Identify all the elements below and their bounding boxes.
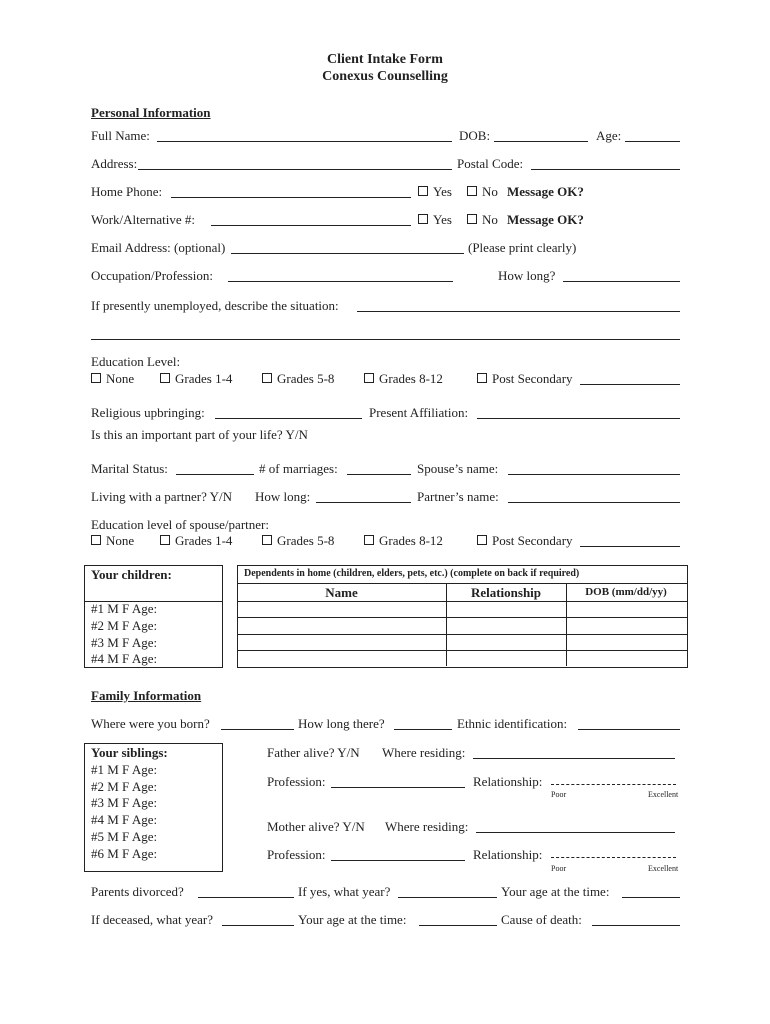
post-secondary-field[interactable] [580,384,680,385]
child-row-3[interactable]: #3 M F Age: [91,635,158,650]
cause-of-death-label: Cause of death: [501,912,582,927]
table-row-line [237,617,687,618]
child-row-1[interactable]: #1 M F Age: [91,601,158,616]
marital-field[interactable] [176,474,254,475]
sibling-row-4[interactable]: #4 M F Age: [91,812,158,827]
address-field[interactable] [138,169,452,170]
dependents-heading: Dependents in home (children, elders, pets, etc.) (complete on back if required) [244,568,580,579]
address-label: Address: [91,156,138,171]
checkbox-icon[interactable] [91,373,101,383]
ethnic-field[interactable] [578,729,680,730]
important-question: Is this an important part of your life? Y/N [91,427,308,442]
form-subtitle: Conexus Counselling [322,69,448,84]
mother-alive-label: Mother alive? Y/N [267,819,365,834]
home-phone-label: Home Phone: [91,184,163,199]
option-label: Grades 5-8 [277,533,335,548]
checkbox-icon[interactable] [160,535,170,545]
child-row-2[interactable]: #2 M F Age: [91,618,158,633]
spouse-name-label: Spouse’s name: [417,461,499,476]
occupation-label: Occupation/Profession: [91,268,214,283]
work-phone-no[interactable] [467,212,498,228]
father-relationship-label: Relationship: [473,774,543,789]
full-name-field[interactable] [157,141,452,142]
father-residing-field[interactable] [473,758,675,759]
section-heading-family: Family Information [91,688,202,703]
father-profession-field[interactable] [331,787,465,788]
father-alive-label: Father alive? Y/N [267,745,360,760]
option-label: Grades 8-12 [379,371,443,386]
checkbox-icon[interactable] [91,535,101,545]
sibling-row-1[interactable]: #1 M F Age: [91,762,158,777]
table-col-line [566,583,567,666]
option-label: Post Secondary [492,371,573,386]
father-residing-label: Where residing: [382,745,466,760]
how-long-there-field[interactable] [394,729,452,730]
section-heading-personal: Personal Information [91,105,211,120]
col-header-name: Name [325,585,358,600]
children-heading: Your children: [91,567,172,582]
deceased-age-field[interactable] [419,925,497,926]
divorce-age-field[interactable] [622,897,680,898]
parents-divorced-field[interactable] [198,897,294,898]
how-long-label: How long? [498,268,556,283]
checkbox-icon[interactable] [160,373,170,383]
table-row-line [237,601,687,602]
divorce-year-label: If yes, what year? [298,884,391,899]
home-phone-yes[interactable] [418,184,452,200]
home-message-ok-label: Message OK? [507,184,584,199]
yes-label: Yes [433,212,452,227]
checkbox-icon[interactable] [262,535,272,545]
option-label: Grades 1-4 [175,371,233,386]
option-label: Grades 5-8 [277,371,335,386]
edu-option-post-secondary[interactable] [477,371,573,387]
work-phone-label: Work/Alternative #: [91,212,196,227]
sibling-row-6[interactable]: #6 M F Age: [91,846,158,861]
checkbox-icon[interactable] [467,186,477,196]
mother-scale-poor: Poor [551,864,567,873]
checkbox-icon[interactable] [418,214,428,224]
yes-label: Yes [433,184,452,199]
checkbox-icon[interactable] [364,373,374,383]
age-label: Age: [596,128,622,143]
form-title: Client Intake Form [327,52,443,67]
checkbox-icon[interactable] [418,186,428,196]
option-label: Grades 1-4 [175,533,233,548]
cause-of-death-field[interactable] [592,925,680,926]
religious-label: Religious upbringing: [91,405,205,420]
edu-option-grades-8-12[interactable] [364,371,443,387]
spouse-post-secondary-field[interactable] [580,546,680,547]
age-field[interactable] [625,141,680,142]
spouse-edu-option-grades-8-12[interactable] [364,533,443,549]
mother-relationship-scale[interactable] [551,857,676,858]
father-relationship-scale[interactable] [551,784,676,785]
sibling-row-3[interactable]: #3 M F Age: [91,795,158,810]
ethnic-label: Ethnic identification: [457,716,568,731]
dependents-divider [237,583,687,584]
unemployed-label: If presently unemployed, describe the situation: [91,298,339,313]
edu-option-none[interactable] [91,371,134,387]
edu-option-grades-1-4[interactable] [160,371,232,387]
spouse-name-field[interactable] [508,474,680,475]
checkbox-icon[interactable] [364,535,374,545]
option-label: Post Secondary [492,533,573,548]
religious-field[interactable] [215,418,362,419]
deceased-year-field[interactable] [222,925,294,926]
full-name-label: Full Name: [91,128,150,143]
email-label: Email Address: (optional) [91,240,226,255]
mother-residing-label: Where residing: [385,819,469,834]
option-label: Grades 8-12 [379,533,443,548]
no-label: No [482,184,498,199]
unemployed-field-continued[interactable] [91,339,680,340]
col-header-relationship: Relationship [470,585,542,600]
deceased-age-label: Your age at the time: [298,912,407,927]
unemployed-field[interactable] [357,311,680,312]
affiliation-label: Present Affiliation: [369,405,469,420]
no-label: No [482,212,498,227]
mother-profession-field[interactable] [331,860,465,861]
col-header-dob: DOB (mm/dd/yy) [585,586,667,598]
spouse-education-label: Education level of spouse/partner: [91,517,269,532]
spouse-edu-option-none[interactable] [91,533,134,549]
checkbox-icon[interactable] [467,214,477,224]
partner-name-field[interactable] [508,502,680,503]
option-label: None [106,371,135,386]
table-col-line [446,583,447,666]
father-scale-poor: Poor [551,790,567,799]
father-profession-label: Profession: [267,774,326,789]
dob-label: DOB: [459,128,491,143]
partner-name-label: Partner’s name: [417,489,499,504]
home-phone-field[interactable] [171,197,411,198]
checkbox-icon[interactable] [262,373,272,383]
sibling-row-5[interactable]: #5 M F Age: [91,829,158,844]
edu-option-grades-5-8[interactable] [262,371,334,387]
deceased-year-label: If deceased, what year? [91,912,213,927]
mother-relationship-label: Relationship: [473,847,543,862]
how-long-there-label: How long there? [298,716,385,731]
living-how-long-label: How long: [255,489,311,504]
living-label: Living with a partner? Y/N [91,489,233,504]
divorce-year-field[interactable] [398,897,497,898]
born-field[interactable] [221,729,294,730]
living-how-long-field[interactable] [316,502,411,503]
work-message-ok-label: Message OK? [507,212,584,227]
mother-scale-excellent: Excellent [648,864,679,873]
table-row-line [237,650,687,651]
how-long-field[interactable] [563,281,680,282]
work-phone-yes[interactable] [418,212,452,228]
dob-field[interactable] [494,141,588,142]
postal-code-label: Postal Code: [457,156,524,171]
affiliation-field[interactable] [477,418,680,419]
email-field[interactable] [231,253,464,254]
work-phone-field[interactable] [211,225,411,226]
checkbox-icon[interactable] [477,373,487,383]
siblings-heading: Your siblings: [91,745,168,760]
divorce-age-label: Your age at the time: [501,884,610,899]
home-phone-no[interactable] [467,184,498,200]
spouse-edu-option-post-secondary[interactable] [477,533,573,549]
father-scale-excellent: Excellent [648,790,679,799]
spouse-edu-option-grades-5-8[interactable] [262,533,334,549]
mother-profession-label: Profession: [267,847,326,862]
marriages-field[interactable] [347,474,411,475]
postal-code-field[interactable] [531,169,680,170]
parents-divorced-label: Parents divorced? [91,884,184,899]
child-row-4[interactable]: #4 M F Age: [91,651,158,666]
option-label: None [106,533,135,548]
table-row-line [237,634,687,635]
marriages-label: # of marriages: [259,461,338,476]
checkbox-icon[interactable] [477,535,487,545]
education-label: Education Level: [91,354,181,369]
marital-label: Marital Status: [91,461,168,476]
spouse-edu-option-grades-1-4[interactable] [160,533,232,549]
sibling-row-2[interactable]: #2 M F Age: [91,779,158,794]
occupation-field[interactable] [228,281,453,282]
mother-residing-field[interactable] [476,832,675,833]
born-label: Where were you born? [91,716,210,731]
email-note: (Please print clearly) [468,240,577,255]
